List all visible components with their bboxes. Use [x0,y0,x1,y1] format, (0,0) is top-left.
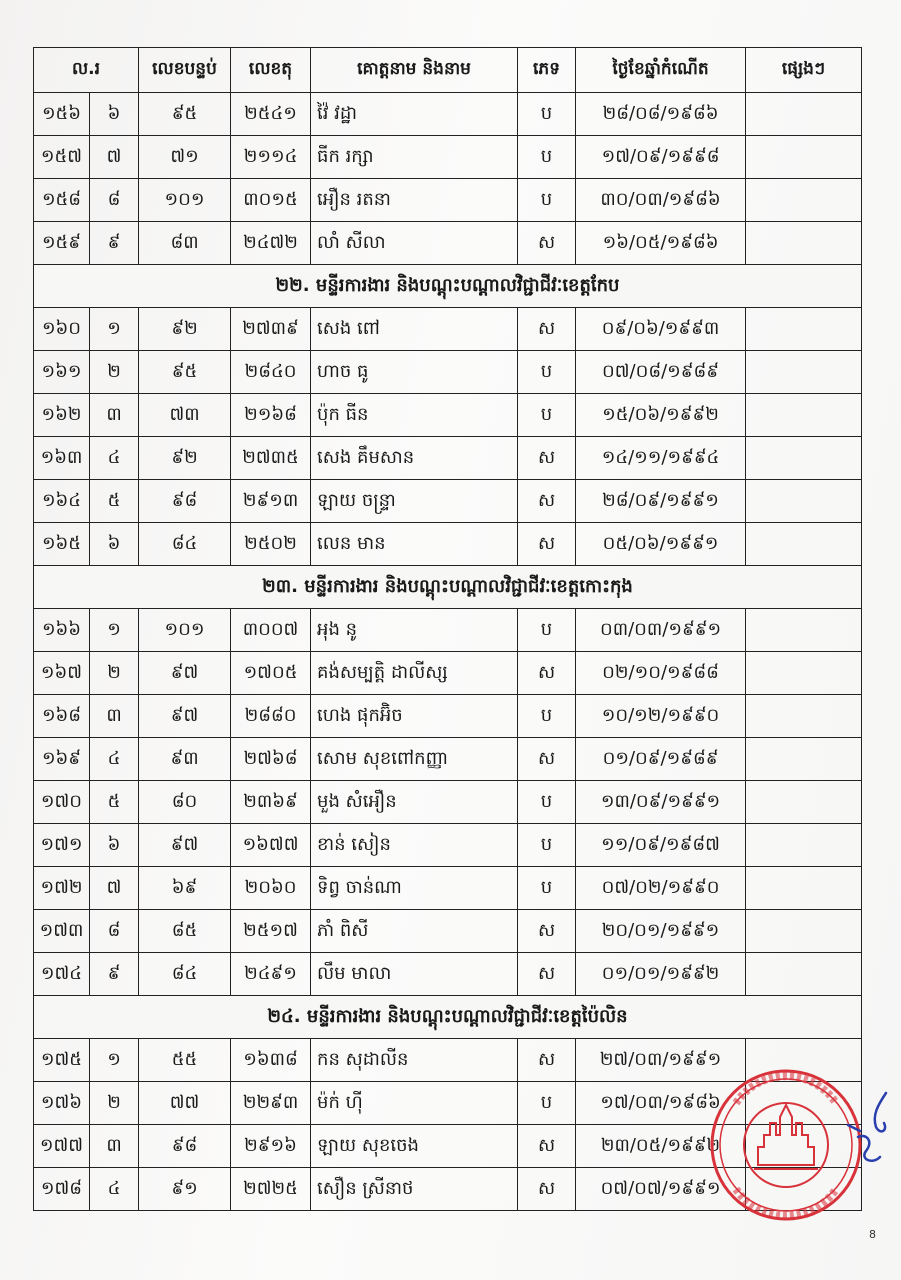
cell-number: ១៧៣ [34,910,90,953]
cell-name: ភាំ ពិសី [311,910,518,953]
cell-desk: ២២៩៣ [231,1082,311,1125]
cell-desk: ២៨៨០ [231,695,311,738]
cell-other [746,308,862,351]
table-row [34,93,862,136]
cell-sex: ប [518,867,576,910]
cell-room: ៨៥ [139,910,231,953]
cell-desk: ២៤៧២ [231,222,311,265]
cell-other [746,523,862,566]
cell-seq: ៨ [90,179,139,222]
cell-seq: ១ [90,308,139,351]
cell-room: ៩៧ [139,652,231,695]
cell-name: ទិព្វ ចាន់ណា [311,867,518,910]
cell-room: ៨៣ [139,222,231,265]
header-sex: ភេទ [518,48,576,93]
cell-sex: ប [518,609,576,652]
cell-sex: ស [518,1039,576,1082]
cell-other [746,824,862,867]
cell-desk: ២៧៣៩ [231,308,311,351]
cell-desk: ២១១៤ [231,136,311,179]
cell-room: ៨៤ [139,523,231,566]
cell-seq: ៧ [90,136,139,179]
cell-other [746,738,862,781]
cell-sex: ស [518,738,576,781]
page-number: 8 [869,1228,876,1241]
cell-sex: ប [518,824,576,867]
cell-other [746,222,862,265]
cell-desk: ២៤៩១ [231,953,311,996]
cell-room: ៩២ [139,437,231,480]
cell-desk: ២០៦០ [231,867,311,910]
table-row [34,910,862,953]
cell-number: ១៦៥ [34,523,90,566]
cell-number: ១៦១ [34,351,90,394]
cell-sex: ប [518,781,576,824]
cell-sex: ស [518,437,576,480]
cell-other [746,437,862,480]
cell-desk: ១៧០៥ [231,652,311,695]
cell-seq: ១ [90,609,139,652]
cell-number: ១៦៦ [34,609,90,652]
cell-name: មួង សំអឿន [311,781,518,824]
cell-dob: ០១/០៩/១៩៨៩ [576,738,746,781]
cell-dob: ១០/១២/១៩៩០ [576,695,746,738]
table-row [34,437,862,480]
cell-seq: ៦ [90,93,139,136]
table-row [34,480,862,523]
cell-dob: ២៨/០៨/១៩៨៦ [576,93,746,136]
cell-other [746,394,862,437]
cell-name: អឿន រតនា [311,179,518,222]
cell-room: ៧៣ [139,394,231,437]
cell-seq: ២ [90,652,139,695]
table-row [34,867,862,910]
cell-sex: ប [518,1082,576,1125]
cell-name: សោម សុខពៅកញ្ញា [311,738,518,781]
cell-other [746,652,862,695]
cell-other [746,351,862,394]
cell-name: វ៉ៃ វដ្ឋា [311,93,518,136]
cell-room: ៩៨ [139,480,231,523]
cell-seq: ៩ [90,222,139,265]
header-other: ផ្សេងៗ [746,48,862,93]
cell-name: កន សុដាលីន [311,1039,518,1082]
cell-seq: ៤ [90,437,139,480]
cell-dob: ០៣/០៣/១៩៩១ [576,609,746,652]
cell-sex: ស [518,1125,576,1168]
cell-seq: ១ [90,1039,139,1082]
cell-desk: ២៧៦៨ [231,738,311,781]
cell-seq: ៦ [90,824,139,867]
cell-room: ៩៧ [139,695,231,738]
header-name: គោត្តនាម និងនាម [311,48,518,93]
cell-dob: ២៧/០៣/១៩៩១ [576,1039,746,1082]
cell-sex: ប [518,136,576,179]
table-row [34,136,862,179]
cell-room: ៦៩ [139,867,231,910]
cell-seq: ៤ [90,1168,139,1211]
cell-other [746,480,862,523]
cell-room: ៩៥ [139,93,231,136]
cell-seq: ២ [90,1082,139,1125]
table-row [34,652,862,695]
cell-dob: ០៩/០៦/១៩៩៣ [576,308,746,351]
cell-dob: ២៨/០៩/១៩៩១ [576,480,746,523]
cell-dob: ០៧/០៨/១៩៨៩ [576,351,746,394]
cell-name: ហេង ផុកអ៊ិច [311,695,518,738]
cell-name: ហាច ធូ [311,351,518,394]
table-row [34,394,862,437]
cell-dob: ១៤/១១/១៩៩៤ [576,437,746,480]
cell-name: សេង ពៅ [311,308,518,351]
cell-desk: ២៧២៥ [231,1168,311,1211]
cell-seq: ២ [90,351,139,394]
table-row [34,695,862,738]
cell-dob: ០៧/០៧/១៩៩១ [576,1168,746,1211]
table-body [34,93,862,1211]
cell-dob: ១១/០៩/១៩៨៧ [576,824,746,867]
cell-number: ១៥៦ [34,93,90,136]
cell-desk: ២៩១៣ [231,480,311,523]
cell-name: ប៉ុក ធីន [311,394,518,437]
cell-sex: ស [518,652,576,695]
table-row [34,738,862,781]
cell-other [746,781,862,824]
cell-room: ៧១ [139,136,231,179]
section-row [34,996,862,1039]
cell-dob: ១៧/០៣/១៩៨៦ [576,1082,746,1125]
cell-name: សេង គឹមសាន [311,437,518,480]
cell-seq: ៨ [90,910,139,953]
cell-number: ១៦២ [34,394,90,437]
cell-room: ១០១ [139,179,231,222]
cell-room: ៧៧ [139,1082,231,1125]
cell-name: ធីក រក្សា [311,136,518,179]
cell-number: ១៧១ [34,824,90,867]
header-number: ល.រ [34,48,139,93]
cell-number: ១៦៧ [34,652,90,695]
cell-name: អុង នូ [311,609,518,652]
cell-desk: ២៥១៧ [231,910,311,953]
cell-other [746,179,862,222]
header-dob: ថ្ងៃខែឆ្នាំកំណើត [576,48,746,93]
cell-seq: ៣ [90,394,139,437]
cell-sex: ស [518,910,576,953]
cell-other [746,867,862,910]
table-row [34,781,862,824]
cell-sex: ស [518,222,576,265]
section-title: ២៣. មន្ទីរការងារ និងបណ្តុះបណ្តាលវិជ្ជាជីវៈខេត្តកោះកុង [34,566,862,609]
cell-sex: ស [518,480,576,523]
table-row [34,308,862,351]
cell-number: ១៧៨ [34,1168,90,1211]
cell-number: ១៥៨ [34,179,90,222]
table-row [34,953,862,996]
cell-room: ៩៥ [139,351,231,394]
cell-seq: ៥ [90,480,139,523]
cell-number: ១៦០ [34,308,90,351]
cell-seq: ៧ [90,867,139,910]
cell-desk: ១៦៧៧ [231,824,311,867]
cell-number: ១៥៧ [34,136,90,179]
cell-sex: ប [518,394,576,437]
cell-room: ៩៧ [139,824,231,867]
cell-sex: ប [518,93,576,136]
cell-seq: ៩ [90,953,139,996]
cell-number: ១៦៤ [34,480,90,523]
cell-name: លឹម មាលា [311,953,518,996]
cell-dob: ០២/១០/១៩៨៨ [576,652,746,695]
table-row [34,523,862,566]
cell-number: ១៧៧ [34,1125,90,1168]
cell-name: គង់សម្បត្តិ ដាលីស្ស [311,652,518,695]
section-row [34,265,862,308]
cell-number: ១៧២ [34,867,90,910]
cell-room: ៩១ [139,1168,231,1211]
section-title: ២២. មន្ទីរការងារ និងបណ្តុះបណ្តាលវិជ្ជាជីវៈខេត្តកែប [34,265,862,308]
cell-name: ឡាយ ចន្ទ្រា [311,480,518,523]
cell-desk: ២៥០២ [231,523,311,566]
cell-seq: ៤ [90,738,139,781]
cell-sex: ស [518,1168,576,1211]
cell-desk: ២៣៦៩ [231,781,311,824]
cell-sex: ស [518,523,576,566]
cell-dob: ១៧/០៩/១៩៩៨ [576,136,746,179]
header-room: លេខបន្ទប់ [139,48,231,93]
cell-sex: ស [518,308,576,351]
cell-number: ១៦៣ [34,437,90,480]
cell-other [746,953,862,996]
cell-desk: ២១៦៨ [231,394,311,437]
cell-other [746,136,862,179]
cell-other [746,910,862,953]
cell-seq: ៣ [90,695,139,738]
cell-dob: ២០/០១/១៩៩១ [576,910,746,953]
table-row [34,609,862,652]
cell-number: ១៧៥ [34,1039,90,1082]
header-row [34,48,862,93]
cell-room: ៩៣ [139,738,231,781]
table-row [34,351,862,394]
cell-seq: ៦ [90,523,139,566]
cell-number: ១៧០ [34,781,90,824]
cell-desk: ៣០០៧ [231,609,311,652]
cell-room: ១០១ [139,609,231,652]
candidate-table [33,47,862,1211]
cell-desk: ៣០១៥ [231,179,311,222]
cell-desk: ២៩១៦ [231,1125,311,1168]
cell-name: ឡាយ សុខចេង [311,1125,518,1168]
cell-number: ១៦៩ [34,738,90,781]
signature [838,1085,898,1175]
cell-number: ១៧៤ [34,953,90,996]
table-row [34,222,862,265]
cell-name: សឿន ស្រីនាថ [311,1168,518,1211]
cell-dob: ១៣/០៩/១៩៩១ [576,781,746,824]
cell-room: ៩២ [139,308,231,351]
cell-other [746,609,862,652]
section-row [34,566,862,609]
cell-dob: ៣០/០៣/១៩៨៦ [576,179,746,222]
cell-sex: ស [518,953,576,996]
section-title: ២៤. មន្ទីរការងារ និងបណ្តុះបណ្តាលវិជ្ជាជីវៈខេត្តប៉ៃលិន [34,996,862,1039]
cell-room: ៨០ [139,781,231,824]
cell-name: ខាន់ សៀន [311,824,518,867]
cell-room: ៨៤ [139,953,231,996]
cell-sex: ប [518,351,576,394]
cell-other [746,695,862,738]
cell-sex: ប [518,695,576,738]
cell-name: លាំ សីលា [311,222,518,265]
cell-dob: ០៧/០២/១៩៩០ [576,867,746,910]
cell-number: ១៦៨ [34,695,90,738]
cell-dob: ២៣/០៥/១៩៩២ [576,1125,746,1168]
cell-room: ៩៨ [139,1125,231,1168]
cell-dob: ១៥/០៦/១៩៩២ [576,394,746,437]
cell-name: ម៉ក់ ហ៊ី [311,1082,518,1125]
cell-dob: ១៦/០៥/១៩៨៦ [576,222,746,265]
cell-seq: ៥ [90,781,139,824]
cell-other [746,93,862,136]
table-row [34,824,862,867]
cell-number: ១៧៦ [34,1082,90,1125]
header-desk: លេខតុ [231,48,311,93]
cell-desk: ២៥៤១ [231,93,311,136]
cell-dob: ០១/០១/១៩៩២ [576,953,746,996]
cell-number: ១៥៩ [34,222,90,265]
cell-desk: ១៦៣៨ [231,1039,311,1082]
cell-room: ៥៥ [139,1039,231,1082]
table-row [34,179,862,222]
cell-desk: ២៧៣៥ [231,437,311,480]
cell-seq: ៣ [90,1125,139,1168]
cell-sex: ប [518,179,576,222]
cell-name: លេន មាន [311,523,518,566]
cell-desk: ២៨៤០ [231,351,311,394]
cell-dob: ០៥/០៦/១៩៩១ [576,523,746,566]
